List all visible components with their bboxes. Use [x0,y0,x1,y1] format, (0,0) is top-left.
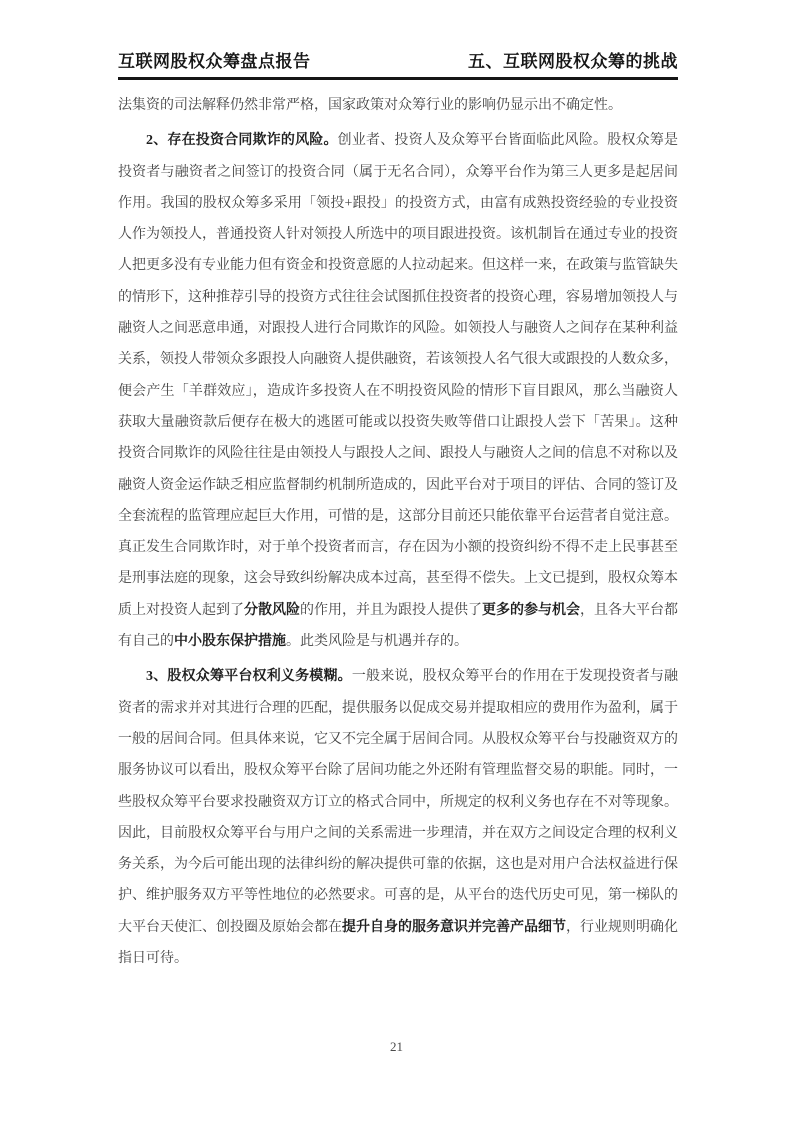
text-run: 法集资的司法解释仍然非常严格，国家政策对众筹行业的影响仍显示出不确定性。 [118,98,622,113]
bold-text-run: 2、存在投资合同欺诈的风险。 [146,133,338,149]
text-run: 。此类风险是与机遇并存的。 [286,634,468,650]
bold-text-run: 3、股权众筹平台权利义务模糊。 [146,669,352,685]
paragraph [118,90,678,121]
paragraph [118,661,678,974]
paragraph [118,125,678,657]
page-header [118,53,678,80]
header-left-title: 互联网股权众筹盘点报告 [118,52,311,71]
document-body [118,90,678,978]
bold-text-run: 中小股东保护措施 [174,634,286,650]
bold-text-run: 分散风险 [244,602,300,618]
text-run: 创业者、投资人及众筹平台皆面临此风险。股权众筹是投资者与融资者之间签订的投资合同（属于无名合同），众筹平台作为第三人更多是起居间作用。我国的股权众筹多采用「领投+跟投」的投资方式，由富有成熟投资经验的专业投资人作为领投人，普通投资人针对领投人所选中的项目跟进投资。该机制旨在通过专业的投资人把更多没有专业能力但有资金和投资意愿的人拉动起来。但这样一来，在政策与监管缺失的情形下，这种推荐引导的投资方式往往会试图抓住投资者的投资心理，容易增加领投人与融资人之间恶意串通，对跟投人进行合同欺诈的风险。如领投人与融资人之间存在某种利益关系，领投人带领众多跟投人向融资人提供融资，若该领投人名气很大或跟投的人数众多，便会产生「羊群效应」，造成许多投资人在不明投资风险的情形下盲目跟风，那么当融资人获取大量融资款后便存在极大的逃匿可能或以投资失败等借口让跟投人尝下「苦果」。这种投资合同欺诈的风险往往是由领投人与跟投人之间、跟投人与融资人之间的信息不对称以及融资人资金运作缺乏相应监督制约机制所造成的，因此平台对于项目的评估、合同的签订及全套流程的监管理应起巨大作用，可惜的是，这部分目前还只能依靠平台运营者自觉注意。真正发生合同欺诈时，对于单个投资者而言，存在因为小额的投资纠纷不得不走上民事甚至是刑事法庭的现象，这会导致纠纷解决成本过高，甚至得不偿失。上文已提到，股权众筹本质上对投资人起到了 [118,133,679,618]
text-run: 一般来说，股权众筹平台的作用在于发现投资者与融资者的需求并对其进行合理的匹配，提供服务以促成交易并提取相应的费用作为盈利，属于一般的居间合同。但具体来说，它又不完全属于居间合同。从股权众筹平台与投融资双方的服务协议可以看出，股权众筹平台除了居间功能之外还附有管理监督交易的职能。同时，一些股权众筹平台要求投融资双方订立的格式合同中，所规定的权利义务也存在不对等现象。因此，目前股权众筹平台与用户之间的关系需进一步理清，并在双方之间设定合理的权利义务关系，为今后可能出现的法律纠纷的解决提供可靠的依据，这也是对用户合法权益进行保护、维护服务双方平等性地位的必然要求。可喜的是，从平台的迭代历史可见，第一梯队的大平台天使汇、创投圈及原始会都在 [118,669,679,935]
text-run: ，且各大平台都有自己的 [118,602,678,650]
text-run: ，行业规则明确化指日可待。 [118,919,678,967]
bold-text-run: 更多的参与机会 [482,602,580,618]
text-run: 的作用，并且为跟投人提供了 [300,602,482,618]
page-number: 21 [390,1039,403,1054]
bold-text-run: 提升自身的服务意识并完善产品细节 [342,919,566,935]
header-right-title: 五、互联网股权众筹的挑战 [468,52,678,71]
page-footer [0,1038,793,1056]
